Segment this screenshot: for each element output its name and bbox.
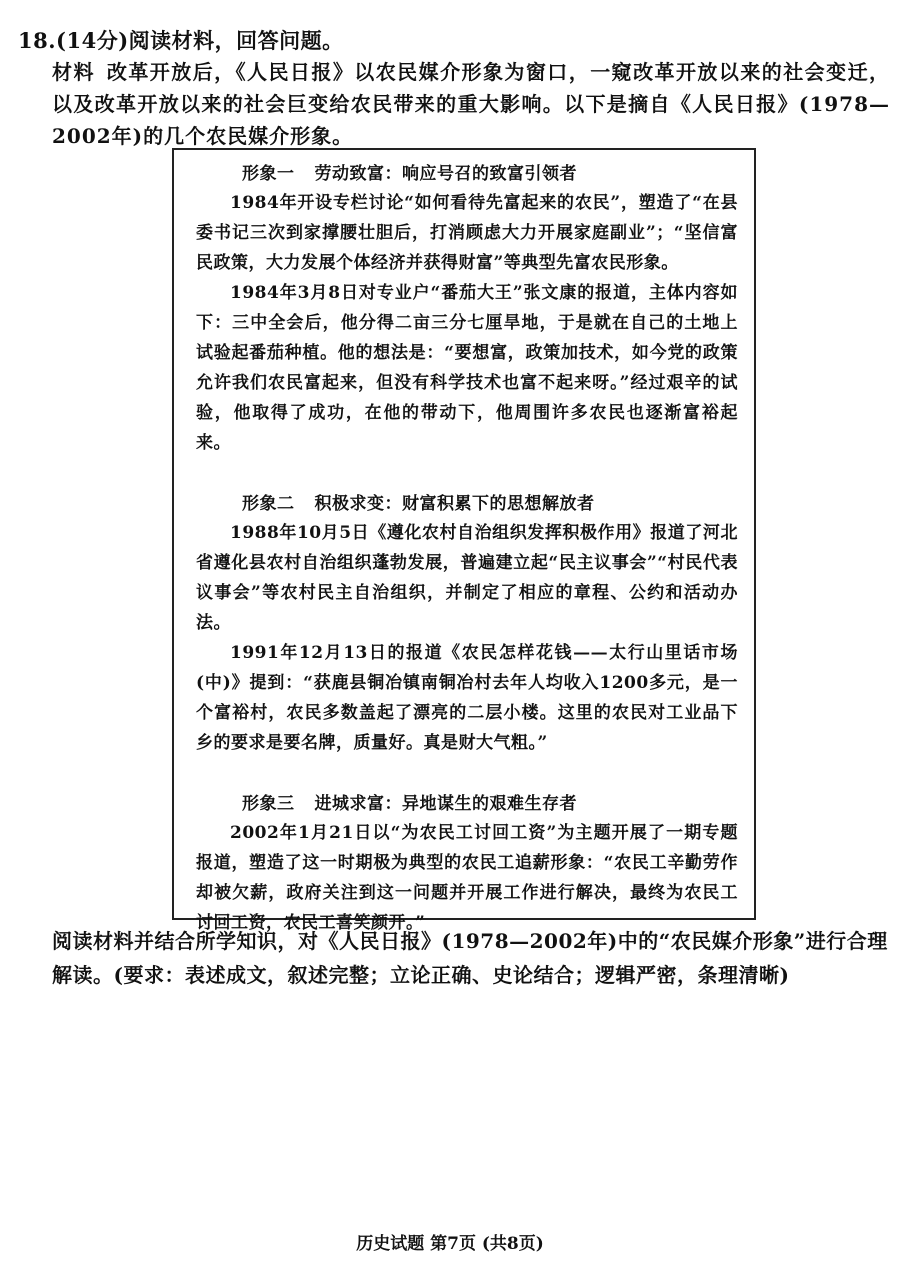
image-section-3 xyxy=(196,790,738,938)
section-paragraph: 1984年开设专栏讨论“如何看待先富起来的农民”，塑造了“在县委书记三次到家撑腰壮胆后，打消顾虑大力开展家庭副业”；“坚信富民政策，大力发展个体经济并获得财富”等典型先富农民形象。 xyxy=(196,193,738,273)
section-paragraph: 1984年3月8日对专业户“番茄大王”张文康的报道，主体内容如下：三中全会后，他分得二亩三分七厘旱地，于是就在自己的土地上试验起番茄种植。他的想法是：“要想富，政策加技术，如今党的政策允许我们农民富起来，但没有科学技术也富不起来呀。”经过艰辛的试验，他取得了成功，在他的带动下，他周围许多农民也逐渐富裕起来。 xyxy=(196,283,738,453)
question-header xyxy=(18,26,878,56)
material-intro xyxy=(52,56,890,152)
image-section-1 xyxy=(196,160,738,458)
section-heading: 积极求变：财富积累下的思想解放者 xyxy=(314,494,595,514)
section-paragraph: 1991年12月13日的报道《农民怎样花钱——太行山里话市场(中)》提到：“获鹿县铜冶镇南铜冶村去年人均收入1200多元，是一个富裕村，农民多数盖起了漂亮的二层小楼。这里的农民对工业品下乡的要求是要名牌，质量好。真是财大气粗。” xyxy=(196,643,738,753)
section-paragraph: 1988年10月5日《遵化农村自治组织发挥积极作用》报道了河北省遵化县农村自治组织蓬勃发展，普遍建立起“民主议事会”“村民代表议事会”等农村民主自治组织，并制定了相应的章程、公约和活动办法。 xyxy=(196,523,738,633)
image-section-2 xyxy=(196,490,738,758)
material-label: 材料 xyxy=(52,60,95,84)
section-tag: 形象二 xyxy=(242,494,295,514)
section-heading: 进城求富：异地谋生的艰难生存者 xyxy=(314,794,577,814)
section-tag: 形象一 xyxy=(242,164,295,184)
section-title xyxy=(242,160,738,188)
question-prompt: 阅读材料并结合所学知识，对《人民日报》(1978—2002年)中的“农民媒介形象”进行合理解读。(要求：表述成文，叙述完整；立论正确、史论结合；逻辑严密，条理清晰) xyxy=(52,929,888,987)
question-score: (14分) xyxy=(56,28,129,53)
section-heading: 劳动致富：响应号召的致富引领者 xyxy=(314,164,577,184)
material-box xyxy=(172,148,756,933)
material-intro-text: 改革开放后，《人民日报》以农民媒介形象为窗口，一窥改革开放以来的社会变迁，以及改革开放以来的社会巨变给农民带来的重大影响。以下是摘自《人民日报》(1978—2002年)的几个农民媒介形象。 xyxy=(52,60,891,148)
section-paragraph: 2002年1月21日以“为农民工讨回工资”为主题开展了一期专题报道，塑造了这一时期极为典型的农民工追薪形象：“农民工辛勤劳作却被欠薪，政府关注到这一问题并开展工作进行解决，最终为农民工讨回工资，农民工喜笑颜开。” xyxy=(196,823,738,933)
section-title xyxy=(242,490,738,518)
section-tag: 形象三 xyxy=(242,794,295,814)
page-footer: 历史试题 第7页 (共8页) xyxy=(356,1234,544,1254)
question-number: 18. xyxy=(18,28,57,53)
section-title xyxy=(242,790,738,818)
question-instruction: 阅读材料，回答问题。 xyxy=(128,28,344,53)
